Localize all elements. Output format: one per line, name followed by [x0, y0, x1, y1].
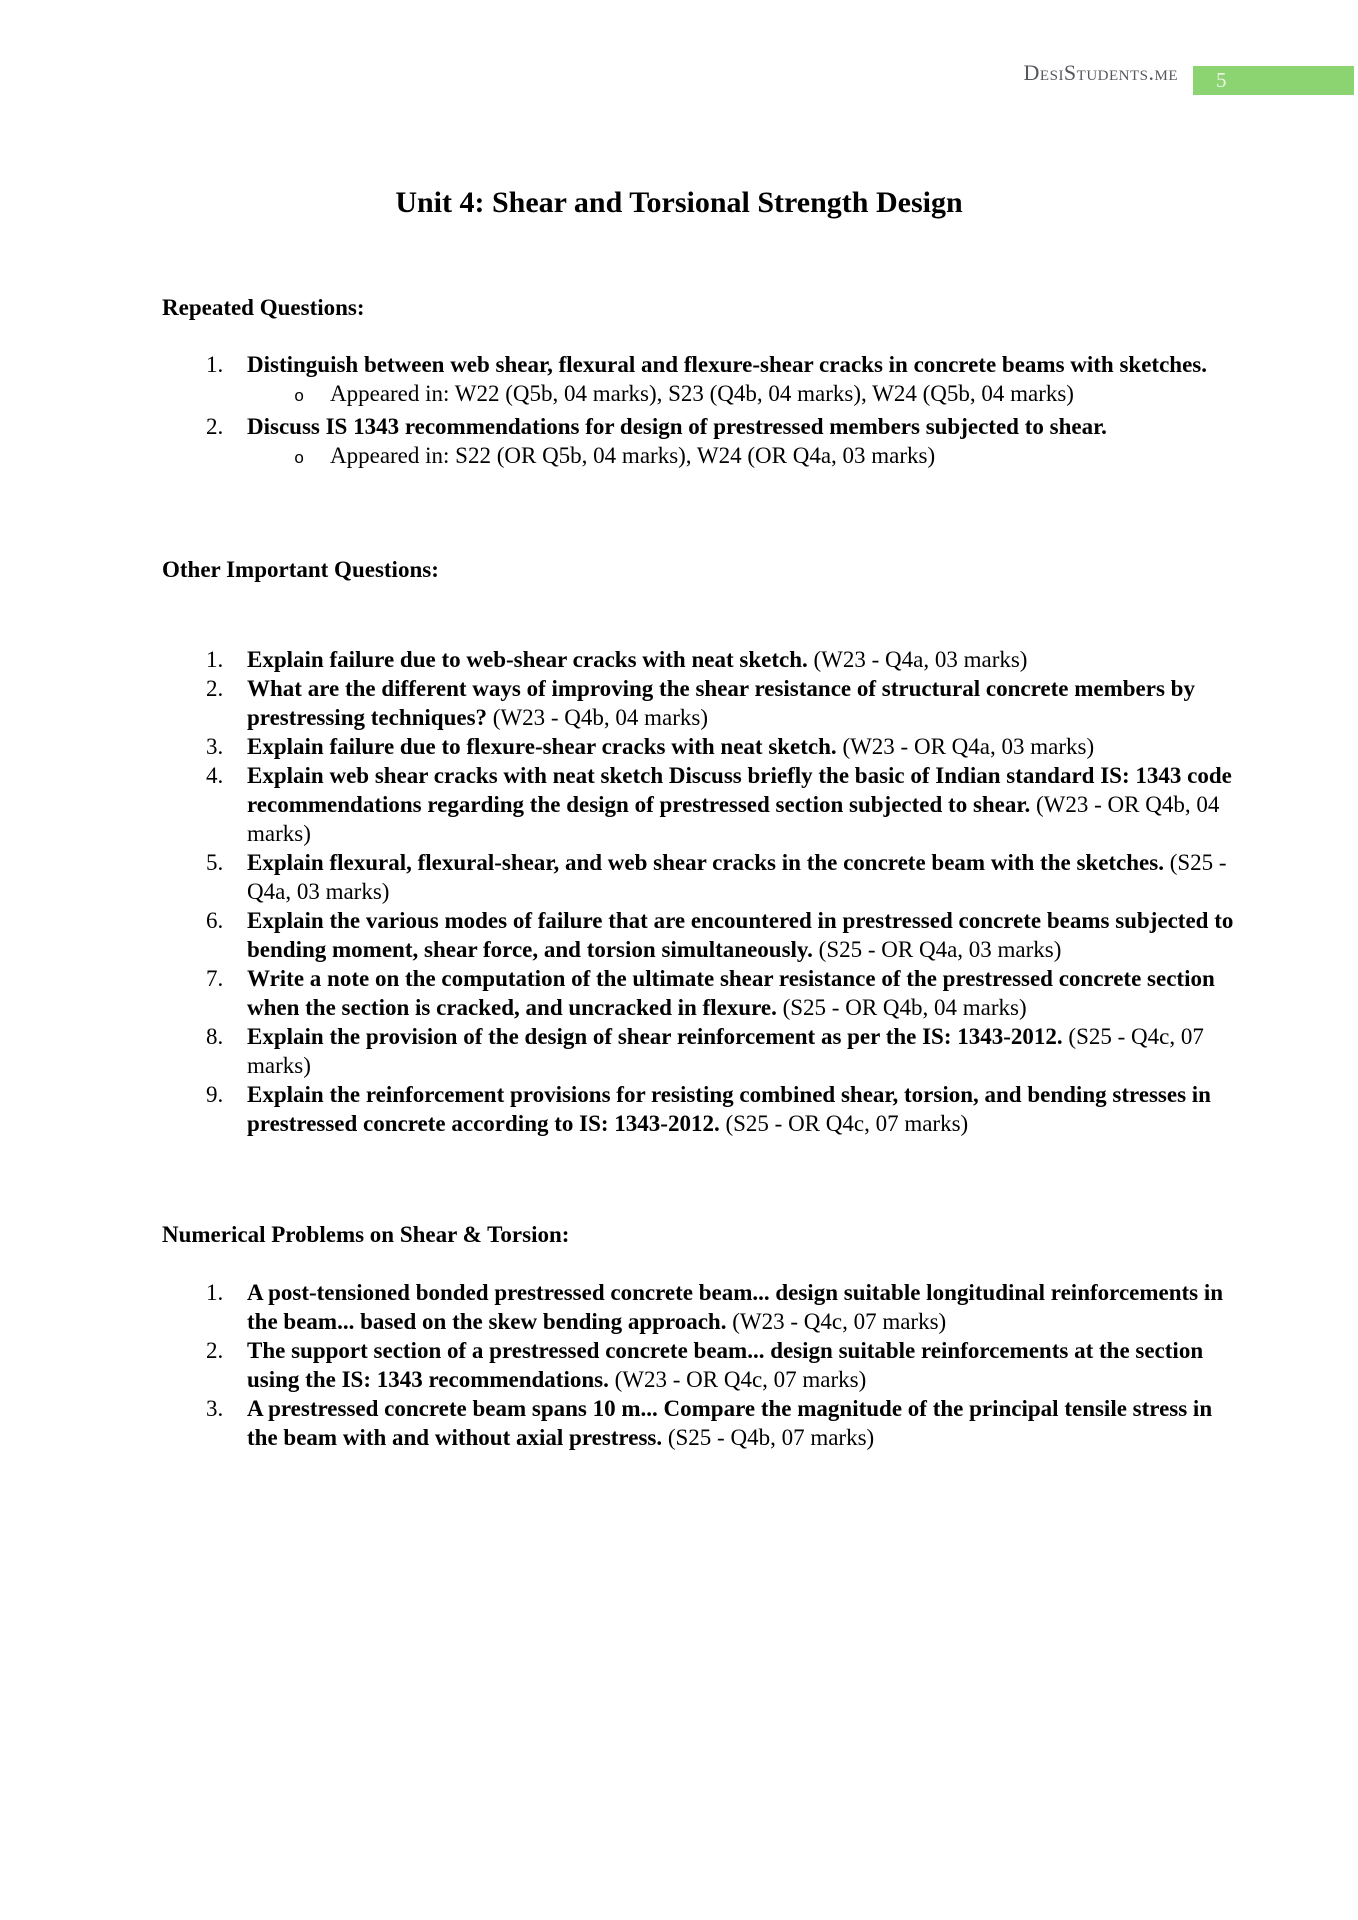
- citation-text: (W23 - OR Q4c, 07 marks): [614, 1367, 867, 1392]
- question-list: [162, 350, 1248, 474]
- appearance-row: [247, 441, 1248, 474]
- question-body: [247, 906, 1248, 964]
- question-body: [247, 645, 1248, 674]
- item-number: 5.: [206, 850, 224, 875]
- item-number: 3.: [206, 1396, 224, 1421]
- item-number: 2.: [206, 1338, 224, 1363]
- citation-text: (W23 - Q4c, 07 marks): [732, 1309, 947, 1334]
- question-item: [162, 906, 1248, 964]
- citation-text: (W23 - Q4b, 04 marks): [492, 705, 709, 730]
- question-item: [162, 1394, 1248, 1452]
- item-number: 3.: [206, 734, 224, 759]
- question-item: [162, 761, 1248, 848]
- question-body: [247, 1022, 1248, 1080]
- citation-text: (S25 - Q4a, 03 marks): [247, 850, 1227, 904]
- question-text: Explain failure due to flexure-shear cracks with neat sketch.: [247, 734, 837, 759]
- appearance-row: [247, 379, 1248, 412]
- question-item: [162, 848, 1248, 906]
- item-number: 9.: [206, 1082, 224, 1107]
- question-text: Explain the provision of the design of shear reinforcement as per the IS: 1343-2012.: [247, 1024, 1063, 1049]
- question-item: [162, 732, 1248, 761]
- page-title: Unit 4: Shear and Torsional Strength Design: [395, 186, 963, 219]
- question-text: Distinguish between web shear, flexural and flexure-shear cracks in concrete beams with sketches.: [247, 352, 1207, 377]
- question-text: Explain the reinforcement provisions for resisting combined shear, torsion, and bending stresses in prestressed concrete according to IS: 1343-2012.: [247, 1082, 1211, 1136]
- section-repeated-questions: [162, 293, 1248, 474]
- question-item: [162, 1022, 1248, 1080]
- item-number: 6.: [206, 908, 224, 933]
- citation-text: (S25 - Q4c, 07 marks): [247, 1024, 1204, 1078]
- item-number: 2.: [206, 676, 224, 701]
- question-item: [162, 645, 1248, 674]
- item-number: 1.: [206, 1280, 224, 1305]
- question-body: [247, 964, 1248, 1022]
- section-heading: Repeated Questions:: [162, 295, 365, 320]
- section-numerical-problems: [162, 1220, 1248, 1452]
- citation-text: (W23 - Q4a, 03 marks): [813, 647, 1028, 672]
- question-text: What are the different ways of improving the shear resistance of structural concrete members by prestressing techniques?: [247, 676, 1195, 730]
- site-name: DesiStudents.me: [1023, 60, 1178, 85]
- question-list: [162, 1278, 1248, 1452]
- question-text: A prestressed concrete beam spans 10 m... Compare the magnitude of the principal tensile stress in the beam with and without axial prestress.: [247, 1396, 1213, 1450]
- question-item: [162, 350, 1248, 412]
- circle-bullet-marker: o: [294, 388, 305, 407]
- item-number: 4.: [206, 763, 224, 788]
- question-text: A post-tensioned bonded prestressed concrete beam... design suitable longitudinal reinforcements in the beam... based on the skew bending approach.: [247, 1280, 1224, 1334]
- section-heading: Other Important Questions:: [162, 557, 439, 582]
- item-number: 1.: [206, 352, 224, 377]
- appearance-note: Appeared in: S22 (OR Q5b, 04 marks), W24 (OR Q4a, 03 marks): [330, 443, 936, 468]
- section-other-important-questions: [162, 555, 1248, 1138]
- question-text: Explain the various modes of failure that are encountered in prestressed concrete beams subjected to bending moment, shear force, and torsion simultaneously.: [247, 908, 1234, 962]
- question-body: [247, 1278, 1248, 1336]
- question-text: Write a note on the computation of the ultimate shear resistance of the prestressed concrete section when the section is cracked, and uncracked in flexure.: [247, 966, 1215, 1020]
- citation-text: (S25 - Q4b, 07 marks): [667, 1425, 875, 1450]
- question-text: Explain web shear cracks with neat sketch Discuss briefly the basic of Indian standard IS: 1343 code recommendations regarding the design of prestressed section subjected to shear.: [247, 763, 1232, 817]
- item-number: 8.: [206, 1024, 224, 1049]
- question-body: [247, 350, 1248, 412]
- question-text: The support section of a prestressed concrete beam... design suitable reinforcements at the section using the IS: 1343 recommendations.: [247, 1338, 1204, 1392]
- question-item: [162, 674, 1248, 732]
- question-body: [247, 412, 1248, 474]
- question-body: [247, 1394, 1248, 1452]
- question-body: [247, 848, 1248, 906]
- citation-text: (S25 - OR Q4b, 04 marks): [782, 995, 1027, 1020]
- citation-text: (S25 - OR Q4a, 03 marks): [818, 937, 1062, 962]
- section-heading: Numerical Problems on Shear & Torsion:: [162, 1222, 570, 1247]
- citation-text: (W23 - OR Q4a, 03 marks): [842, 734, 1095, 759]
- appearance-note: Appeared in: W22 (Q5b, 04 marks), S23 (Q4b, 04 marks), W24 (Q5b, 04 marks): [330, 381, 1074, 406]
- question-text: Discuss IS 1343 recommendations for design of prestressed members subjected to shear.: [247, 414, 1107, 439]
- question-list: [162, 645, 1248, 1138]
- question-body: [247, 732, 1248, 761]
- question-body: [247, 674, 1248, 732]
- question-item: [162, 412, 1248, 474]
- question-item: [162, 964, 1248, 1022]
- question-item: [162, 1080, 1248, 1138]
- question-body: [247, 761, 1248, 848]
- question-body: [247, 1336, 1248, 1394]
- question-body: [247, 1080, 1248, 1138]
- question-text: Explain failure due to web-shear cracks with neat sketch.: [247, 647, 808, 672]
- citation-text: (W23 - OR Q4b, 04 marks): [247, 792, 1220, 846]
- question-item: [162, 1336, 1248, 1394]
- question-item: [162, 1278, 1248, 1336]
- page-number-badge: 5: [1193, 66, 1354, 95]
- question-text: Explain flexural, flexural-shear, and web shear cracks in the concrete beam with the sketches.: [247, 850, 1164, 875]
- citation-text: (S25 - OR Q4c, 07 marks): [725, 1111, 969, 1136]
- circle-bullet-marker: o: [294, 450, 305, 469]
- item-number: 7.: [206, 966, 224, 991]
- item-number: 2.: [206, 414, 224, 439]
- item-number: 1.: [206, 647, 224, 672]
